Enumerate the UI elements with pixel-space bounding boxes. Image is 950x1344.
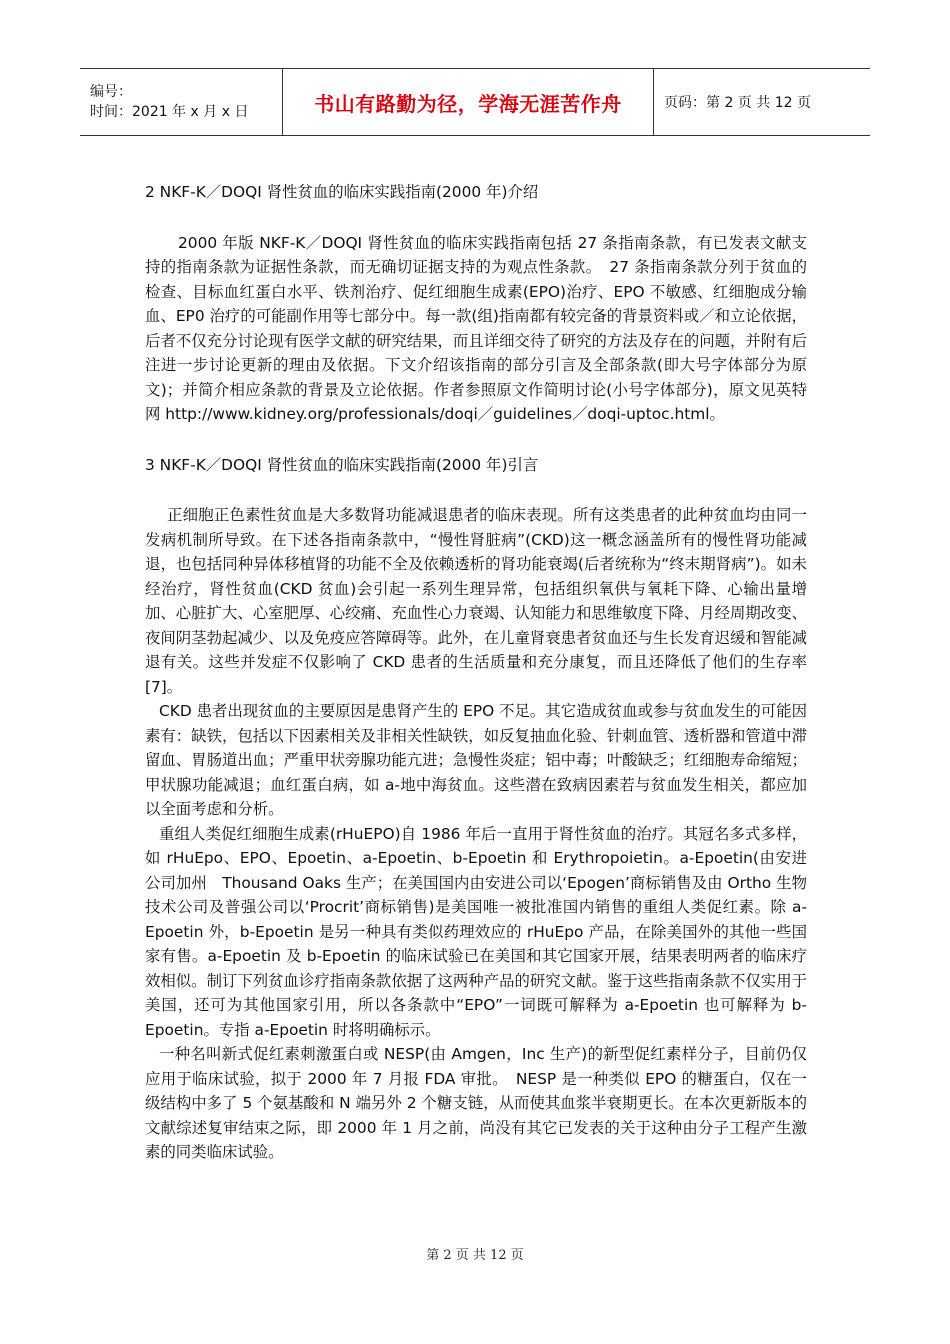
section-2-paragraph: 2000 年版 NKF-K／DOQI 肾性贫血的临床实践指南包括 27 条指南条款，有已发表文献支持的指南条款为证据性条款，而无确切证据支持的为观点性条款。 27 条指南条款分列于贫血的检查、目标血红蛋白水平、铁剂治疗、促红细胞生成素(EPO)治疗、EPO 不敏感、红细胞成分输血、EP0 治疗的可能副作用等七部分中。每一款(组)指南都有较完备的背景资料或／和立论依据，后者不仅充分讨论现有医学文献的研究结果，而且详细交待了研究的方法及存在的问题，并附有后注进一步讨论更新的理由及依据。下文介绍该指南的部分引言及全部条款(即大号字体部分为原文)；并简介相应条款的背景及立论依据。作者参照原文作简明讨论(小号字体部分)，原文见英特网 http://www.kidney.org/professionals/doqi／guidelines／doqi-uptoc.html。 — [145, 233, 807, 423]
section-3-paragraph-3: 重组人类促红细胞生成素(rHuEPO)自 1986 年后一直用于肾性贫血的治疗。其冠名多式多样，如 rHuEpo、EPO、Epoetin、a-Epoetin、b-Epoetin 和 Erythropoietin。a-Epoetin(由安进公司加州 Thousand Oaks 生产；在美国国内由安进公司以‘Epogen’商标销售及由 Ortho 生物技术公司及普强公司以‘Procrit’商标销售)是美国唯一被批准国内销售的重组人类促红素。除 a-Epoetin 外，b-Epoetin 是另一种具有类似药理效应的 rHuEpo 产品，在除美国外的其他一些国家有售。a-Epoetin 及 b-Epoetin 的临床试验已在美国和其它国家开展，结果表明两者的临床疗效相似。制订下列贫血诊疗指南条款依据了这两种产品的研究文献。鉴于这些指南条款不仅实用于美国，还可为其他国家引用，所以各条款中“EPO”一词既可解释为 a-Epoetin 也可解释为 b-Epoetin。专指 a-Epoetin 时将明确标示。 — [145, 824, 807, 1039]
section-3-paragraph-2: CKD 患者出现贫血的主要原因是患肾产生的 EPO 不足。其它造成贫血或参与贫血发生的可能因素有：缺铁，包括以下因素相关及非相关性缺铁，如反复抽血化验、针刺血管、透析器和管道中滞留血、胃肠道出血；严重甲状旁腺功能亢进；急慢性炎症；铝中毒；叶酸缺乏；红细胞寿命缩短；甲状腺功能减退；血红蛋白病，如 a-地中海贫血。这些潜在致病因素若与贫血发生相关，都应加以全面考虑和分析。 — [145, 702, 807, 818]
section-heading-2: 2 NKF-K／DOQI 肾性贫血的临床实践指南(2000 年)介绍 — [145, 183, 539, 201]
header-meta — [80, 69, 282, 135]
document-date: 时间：2021 年 x 月 x 日 — [90, 104, 249, 120]
section-3-paragraph-1: 正细胞正色素性贫血是大多数肾功能减退患者的临床表现。所有这类患者的此种贫血均由同一发病机制所导致。在下述各指南条款中，“慢性肾脏病”(CKD)这一概念涵盖所有的慢性肾功能减退，也包括同种异体移植肾的功能不全及依赖透析的肾功能衰竭(后者统称为“终末期肾病”)。如未经治疗，肾性贫血(CKD 贫血)会引起一系列生理异常，包括组织氧供与氧耗下降、心输出量增加、心脏扩大、心室肥厚、心绞痛、充血性心力衰竭、认知能力和思维敏度下降、月经周期改变、夜间阴茎勃起减少、以及免疫应答障碍等。此外，在儿童肾衰患者贫血还与生长发育迟缓和智能减退有关。这些并发症不仅影响了 CKD 患者的生活质量和充分康复，而且还降低了他们的生存率[7]。 — [145, 506, 807, 696]
page-footer: 第 2 页 共 12 页 — [426, 1248, 524, 1263]
document-body — [145, 180, 807, 1165]
document-number: 编号： — [90, 84, 132, 100]
header-page-info: 页码：第 2 页 共 12 页 — [664, 95, 811, 111]
header-motto: 书山有路勤为径，学海无涯苦作舟 — [314, 91, 622, 116]
header-motto-cell — [282, 69, 654, 135]
page-header — [80, 68, 870, 136]
section-heading-3: 3 NKF-K／DOQI 肾性贫血的临床实践指南(2000 年)引言 — [145, 455, 539, 474]
section-3-paragraph-4: 一种名叫新式促红素刺激蛋白或 NESP(由 Amgen，Inc 生产)的新型促红素样分子，目前仍仅应用于临床试验，拟于 2000 年 7 月报 FDA 审批。 NESP 是一种类似 EPO 的糖蛋白，仅在一级结构中多了 5 个氨基酸和 N 端另外 2 个糖支链，从而使其血浆半衰期更长。在本次更新版本的文献综述复审结束之际，即 2000 年 1 月之前，尚没有其它已发表的关于这种由分子工程产生激素的同类临床试验。 — [145, 1045, 807, 1161]
